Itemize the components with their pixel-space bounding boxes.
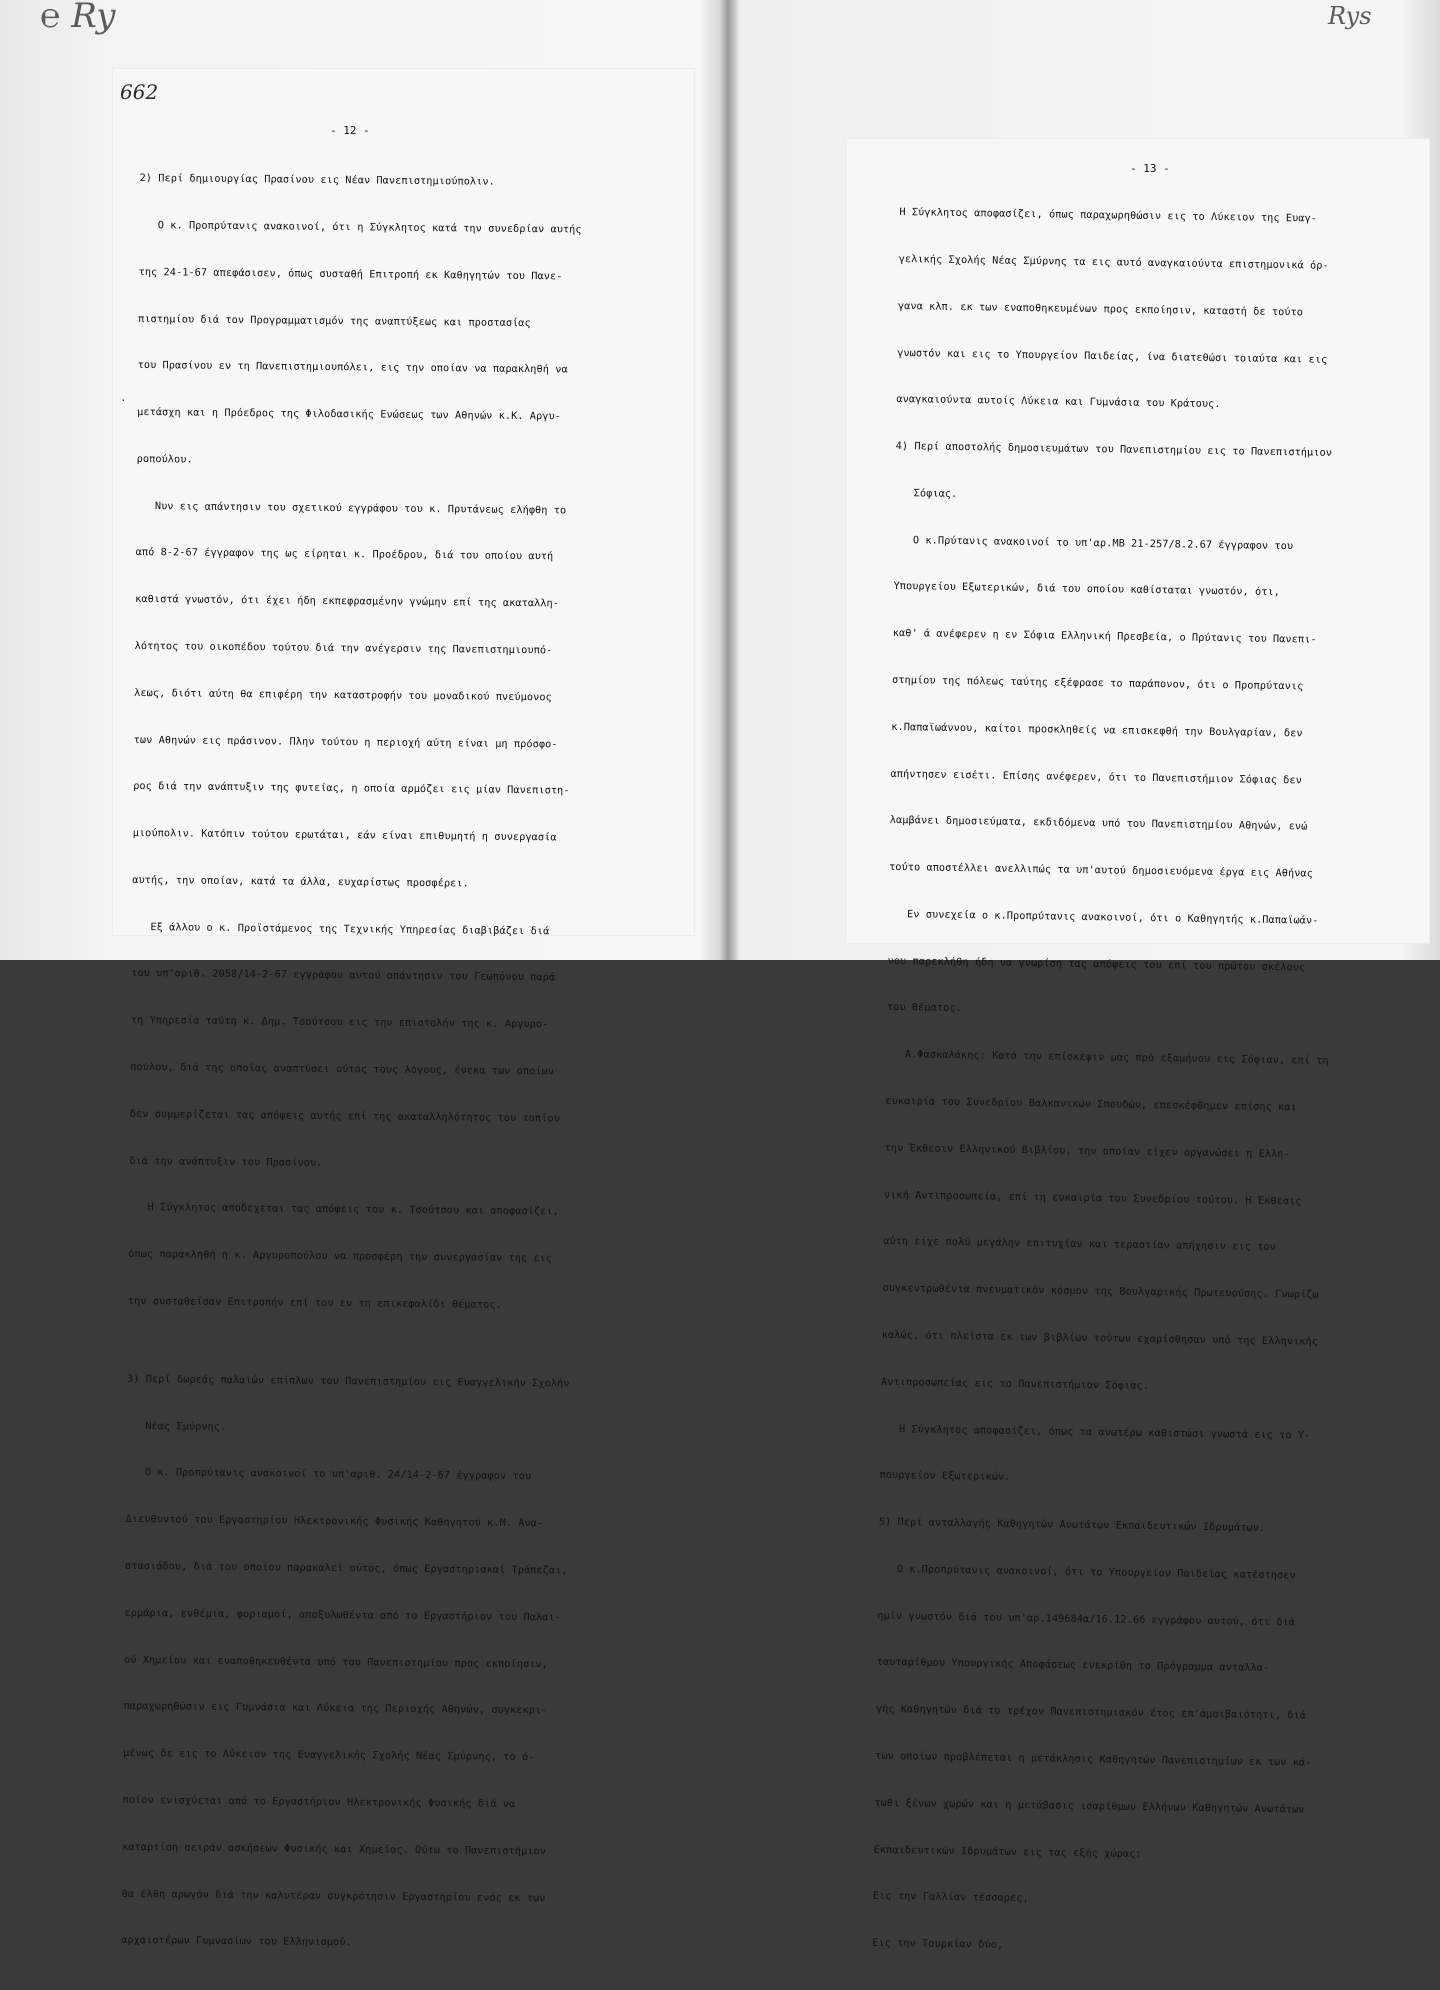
text-line: Υπουργείου Εξωτερικών, διά του οποίου καθίσταται γνωστόν, ότι, (893, 581, 1281, 599)
text-line: μετάσχη και η Πρόεδρος της Φιλοδασικής Ενώσεως των Αθηνών κ.Κ. Αργυ- (137, 407, 562, 423)
text-line (127, 1341, 570, 1346)
text-line: της 24-1-67 απεφάσισεν, όπως συσταθή Επιτροπή εκ Καθηγητών του Πανε- (138, 266, 563, 283)
text-line: Νέας Σμύρνης. (126, 1420, 227, 1433)
text-line: νου παρεκλήθη ήδη να γνωρίση τας απόψεις του επί του πρώτου σκέλους (887, 955, 1306, 974)
text-line: λεως, διότι αύτη θα επιφέρη την καταστροφήν του μοναδικού πνεύμονος (134, 687, 552, 704)
text-line: παραχωρηθώσιν εις Γυμνάσια και Λύκεια της Περιοχής Αθηνών, συγκεκρι- (123, 1701, 548, 1717)
text-line: στασιάδου, διά του οποίου παρακαλεί ούτος, όπως Εργαστηριακαί Τράπεζαι, (125, 1560, 568, 1577)
text-line: Η Σύγκλητος αποφασίζει, όπως τα ανωτέρω καθιστώσι γνωστά εις το Υ- (880, 1423, 1311, 1442)
text-line: πουργείον Εξωτερικών. (879, 1470, 1011, 1484)
text-line: λότητος του οικοπέδου τούτου διά την ανέγερσιν της Πανεπιστημιουπό- (134, 640, 553, 657)
text-line: ταυταρίθμου Υπουργικής Αποφάσεως ενεκρίθη το Πρόγραμμα ανταλλα- (876, 1657, 1270, 1675)
text-line: μένως δε εις το Λύκειον της Ευαγγελικής Σχολής Νέας Σμύρνης, το ό- (123, 1748, 535, 1764)
text-line: γανα κλπ. εκ των εναποθηκευμένων προς εκποίησιν, καταστή δε τούτο (897, 300, 1304, 319)
text-line: συγκεντρωθέντα πνευματικόν κόσμον της Βουλγαρικής Πρωτευούσης. Γνωρίζω (882, 1283, 1319, 1301)
text-line: Η Σύγκλητος αποφασίζει, όπως παραχωρηθώσιν εις το Λύκειον της Ευαγ- (899, 207, 1318, 225)
text-line: γελικής Σχολής Νέας Σμύρνης τα εις αυτό αναγκαιούντα επιστημονικά όρ- (898, 253, 1329, 272)
text-line: τωθι ξένων χωρών και η μετάβασις ισαρίθμων Ελλήνων Καθηγητών Ανωτάτων (874, 1797, 1305, 1816)
text-line: Εις την Γαλλίαν τέσσαρες, (872, 1891, 1029, 1905)
text-line: νική Αντιπροσωπεία, επί τη ευκαιρία του Συνεδρίου τούτου. Η Έκθεσις (883, 1189, 1302, 1208)
text-line: καλώς, ότι πλείστα εκ των βιβλίων τούτων εχαρίσθησαν υπό της Ελληνικής (881, 1329, 1319, 1348)
text-line: Ο κ. Προπρύτανις ανακοινοί, ότι η Σύγκλητος κατά την συνεδρίαν αυτής (139, 219, 582, 236)
text-line: Εις την Τουρκίαν δύο, (872, 1937, 1004, 1951)
text-line: τούτο αποστέλλει ανελλιπώς τα υπ'αυτού δημοσιευόμενα έργα εις Αθήνας (889, 862, 1314, 880)
text-line: τη Υπηρεσία ταύτη κ. Δημ. Τσούτσου εις την επιστολήν της κ. Αργυρο- (130, 1015, 549, 1031)
handwritten-page-number: 662 (120, 80, 159, 104)
text-line: καταρτίση σειράν ασκήσεων Φυσικής και Χημείας. Ούτω το Πανεπιστήμιον (122, 1841, 547, 1858)
text-line: αναγκαιούντα αυτοίς Λύκεια και Γυμνάσια του Κράτους. (896, 394, 1221, 411)
left-page (112, 68, 695, 1949)
text-line: του υπ'αριθ. 2058/14-2-67 εγγράφου αυτού απάντησιν του Γεωπόνου παρά (131, 968, 556, 984)
text-line: γής Καθηγητών διά το τρέχον Πανεπιστημιακόν έτος επ'αμοιβαιότητι, διά (875, 1703, 1307, 1722)
text-line: πιστημίου διά τον Προγραμματισμόν της αναπτύξεως και προστασίας (138, 313, 531, 329)
text-line: Νυν εις απάντησιν του σχετικού εγγράφου του κ. Πρυτάνεως ελήφθη το (136, 500, 567, 517)
right-page (846, 138, 1430, 1951)
text-line: ού Χημείου και εναποθηκευθέντα υπό του Πανεπιστημίου προς εκποίησιν, (124, 1654, 548, 1670)
text-line: Αντιπροσωπείας εις το Πανεπιστήμιον Σόφιας. (880, 1376, 1150, 1392)
text-line: την συσταθείσαν Επιτροπήν επί του εν τη επικεφαλίδι θέματος. (127, 1295, 502, 1311)
text-line: στημίου της πόλεως ταύτης εξέφρασε το παράπονον, ότι ο Προπρύτανις (891, 674, 1304, 693)
text-line: Ο κ.Πρύτανις ανακοινοί το υπ'αρ.ΜΒ 21-257/8.2.67 έγγραφον του (894, 534, 1294, 552)
text-line: Εκπαιδευτικών Ιδρυμάτων εις τας εξής χώρας: (873, 1844, 1142, 1860)
text-line: αύτη είχε πολύ μεγάλην επιτυχίαν και τεραστίαν απήχησιν εις τον (883, 1236, 1276, 1254)
text-line: αυτής, την οποίαν, κατά τα άλλα, ευχαρίστως προσφέρει. (132, 874, 469, 890)
text-line: θα έλθη αρωγόν διά την καλυτέραν συγκρότησιν Εργαστηρίου ενός εκ των (121, 1888, 546, 1904)
text-line: 3) Περί δωρεάς παλαιών επίπλων του Πανεπιστημίου εις Ευαγγελικήν Σχολήν (126, 1373, 570, 1390)
text-line: των Αθηνών εις πράσινον. Πλην τούτου η περιοχή αύτη είναι μη πρόσφο- (133, 734, 558, 750)
text-line: ημίν γνωστόν διά του υπ'αρ.149684α/16.12.66 εγγράφου αυτού, ότι διά (877, 1610, 1296, 1629)
page-number: - 13 - (1130, 162, 1170, 175)
text-line: ροπούλου. (136, 453, 193, 466)
text-line: Α.Φασκαλάκης: Κατά την επίσκεψιν μας πρό εξαμήνου εις Σόφιαν, επί τη (886, 1049, 1329, 1068)
text-line: μιούπολιν. Κατόπιν τούτου ερωτάται, εάν είναι επιθυμητή η συνεργασία (132, 828, 557, 844)
left-page-body (121, 140, 583, 1985)
text-line: 5) Περί ανταλλαγής Καθηγητών Ανωτάτων Εκπαιδευτικών Ιδρυμάτων. (878, 1516, 1266, 1534)
text-line: διά την ανάπτυξιν του Πρασίνου. (129, 1155, 323, 1169)
text-line: του θέματος. (886, 1002, 962, 1015)
margin-mark: · (120, 394, 127, 407)
text-line: Σόφιας. (894, 487, 958, 500)
text-line: 2) Περί δημιουργίας Πρασίνου εις Νέαν Πανεπιστημιούπολιν. (139, 173, 495, 188)
text-line: ρος διά την ανάπτυξιν της φυτείας, η οποία αρμόζει εις μίαν Πανεπιστη- (133, 781, 570, 797)
corner-scribble-left: ℮ Ry (40, 0, 116, 36)
text-line: κ.Παπαϊωάννου, καίτοι προσκληθείς να επισκεφθή την Βουλγαρίαν, δεν (891, 721, 1303, 740)
text-line: απήντησεν εισέτι. Επίσης ανέφερεν, ότι το Πανεπιστήμιον Σόφιας δεν (890, 768, 1303, 786)
corner-scribble-right: Rys (1328, 2, 1372, 30)
text-line: 4) Περί αποστολής δημοσιευμάτων του Πανεπιστημίου εις το Πανεπιστήμιον (895, 441, 1333, 459)
text-line: Εξ άλλου ο κ. Προϊστάμενος της Τεχνικής Υπηρεσίας διαβιβάζει διά (131, 921, 550, 938)
text-line: του Πρασίνου εν τη Πανεπιστημιουπόλει, εις την οποίαν να παρακληθή να (137, 360, 568, 376)
text-line: από 8-2-67 έγγραφον της ως είρηται κ. Προέδρου, διά του οποίου αυτή (135, 547, 554, 563)
text-line: γνωστόν και εις το Υπουργείον Παιδείας, ίνα διατεθώσι τοιαύτα και εις (897, 347, 1328, 366)
text-line: καθιστά γνωστόν, ότι έχει ήδη εκπεφρασμένην γνώμην επί της ακαταλλη- (135, 594, 560, 610)
text-line: Ο κ. Προπρύτανις ανακοινοί το υπ'αριθ. 24/14-2-67 έγγραφον του (125, 1467, 532, 1483)
text-line: Η Σύγκλητος αποδέχεται τας απόψεις του κ. Τσούτσου και αποφασίζει, (128, 1202, 559, 1218)
text-line: ερμάρια, ενθέμια, φοριαμοί, αποξυλωθέντα από το Εργαστήριον του Παλαι- (124, 1607, 561, 1624)
text-line: πούλου, διά της οποίας αναπτύσει ούτος τους λόγους, ένεκα των οποίων (130, 1061, 555, 1078)
text-line: ποίον ενισχύεται από το Εργαστήριον Ηλεκτρονικής Φυσικής διά να (122, 1794, 516, 1810)
text-line: λαμβάνει δημοσιεύματα, εκδιδόμενα υπό του Πανεπιστημίου Αθηνών, ενώ (889, 815, 1308, 833)
text-line: όπως παρακληθή η κ. Αργυροπούλου να προσφέρη την συνεργασίαν της εις (128, 1249, 553, 1265)
text-line: την Έκθεσιν Ελληνικού Βιβλίου, την οποίαν είχεν οργανώσει η Ελλη- (884, 1142, 1290, 1161)
text-line: καθ' ά ανέφερεν η εν Σόφια Ελληνική Πρεσβεία, ο Πρύτανις του Πανεπι- (892, 628, 1317, 646)
text-line: Διευθυντού του Εργαστηρίου Ηλεκτρονικής Φυσικής Καθηγητού κ.Μ. Ανα- (125, 1514, 544, 1530)
text-line: αρχαιοτέρων Γυμνασίων του Ελληνισμού. (121, 1935, 352, 1949)
text-line: ευκαιρία του Συνεδρίου Βαλκανικών Σπουδών, επεσκέφθημεν επίσης και (885, 1095, 1297, 1114)
right-page-body (872, 174, 1343, 1990)
page-number: - 12 - (330, 124, 370, 137)
text-line: Εν συνεχεία ο κ.Προπρύτανις ανακοινοί, ότι ο Καθηγητής κ.Παπαϊωάν- (888, 908, 1319, 927)
text-line: δεν συμμερίζεται τας απόψεις αυτής επί της ακαταλληλότητος του τοπίου (129, 1108, 560, 1125)
text-line: των οποίων προβλέπεται η μετάκλησις Καθηγητών Πανεπιστημίων εκ των κά- (875, 1750, 1312, 1769)
text-line: Ο κ.Προπρύτανις ανακοινοί, ότι το Υπουργείον Παιδείας κατέστησεν (877, 1563, 1296, 1582)
